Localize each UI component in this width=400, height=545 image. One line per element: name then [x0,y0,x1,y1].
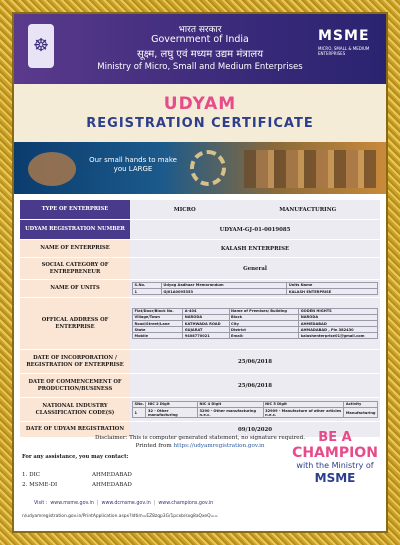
address-value: kalashenterprise01@gmail.com [299,333,378,339]
nic-header: NIC 4 Digit [197,401,263,407]
address-value: AHMEDABAD [299,320,378,326]
label-registration-number: UDYAM REGISTRATION NUMBER [20,220,130,239]
label-type-of-enterprise: TYPE OF ENTERPRISE [20,200,130,219]
row-enterprise-name [20,240,380,258]
gov-hindi: भारत सरकार [178,25,222,35]
ministry-english: Ministry of Micro, Small and Medium Enterprises [97,62,303,72]
units-header-sno: S.No. [133,282,162,288]
list-item [22,470,132,480]
champion-word: CHAMPION [292,445,378,461]
units-table [132,282,378,295]
print-url: n/udyamregistration.gov.in/PrintApplication.aspx?ldtim=EZ8zqp3G/1pcxb/sxg8aQxeQ== [22,514,218,519]
address-key: Road/Street/Lane [133,320,183,326]
value-nic-codes [130,398,380,421]
title-band [14,84,386,142]
footer-link-dcmsme[interactable]: www.dcmsme.gov.in [101,500,151,506]
label-commencement-date: DATE OF COMMENCEMENT OF PRODUCTION/BUSINESS [20,374,130,397]
label-incorporation-date: DATE OF INCORPORATION / REGISTRATION OF ENTERPRISE [20,350,130,373]
header-band [14,14,386,84]
msme-logo [318,28,374,58]
units-header-uam: Udyog Aadhaar Memorandum [161,282,286,288]
disclaimer-text: Disclaimer: This is computer generated statement, no signature required. [95,435,305,441]
row-social-category [20,258,380,280]
certificate-page [12,12,388,533]
enterprise-size: MICRO [173,206,196,213]
footer-separator: | [153,500,156,506]
footer-link-msme[interactable]: www.msme.gov.in [50,500,94,506]
row-incorporation-date [20,350,380,374]
address-value: AHMADABAD , Pin 382430 [299,327,378,333]
label-udyam-registration-date: DATE OF UDYAM REGISTRATION [20,422,130,437]
footer-visit: Visit : [34,500,48,506]
label-social-category: SOCIAL CATEGORY OF ENTREPRENEUR [20,258,130,279]
table-row [133,289,378,295]
address-key: Flat/Door/Block No. [133,308,183,314]
workers-image [244,150,376,188]
contact-name: 2. MSME-DI [22,482,58,488]
enterprise-activity: MANUFACTURING [279,206,337,213]
table-row [133,333,378,339]
nic-cell: 1 [133,408,146,418]
contact-location: AHMEDABAD [92,482,132,488]
printed-from-prefix: Printed from [135,443,172,449]
champion-with: with the Ministry of [296,461,374,470]
gear-icon [190,150,226,186]
label-official-address: OFFICAL ADDRESS OF ENTERPRISE [20,298,130,349]
row-nic-codes [20,398,380,422]
footer-links [14,496,386,510]
address-value: NARODA [299,314,378,320]
row-official-address [20,298,380,350]
units-header-name: Units Name [287,282,378,288]
nic-table [132,401,378,418]
hand-image [28,152,76,186]
address-key: Email: [229,333,299,339]
champion-be: BE A [318,430,352,445]
address-value: GUJARAT [183,327,229,333]
address-table [132,308,378,340]
contact-location: AHMEDABAD [92,472,132,478]
certificate-details-table [20,200,380,438]
address-value: NARODA [183,314,229,320]
footer-separator: | [96,500,99,506]
champion-badge [292,430,378,485]
row-type-of-enterprise [20,200,380,220]
title-registration-certificate: REGISTRATION CERTIFICATE [86,116,314,131]
nic-header: NIC 2 Digit [146,401,198,407]
msme-logo-text: MSME [318,28,370,44]
nic-cell: Manufacturing [344,408,378,418]
address-key: District [229,327,299,333]
row-commencement-date [20,374,380,398]
ministry-hindi: सूक्ष्म, लघु एवं मध्यम उद्यम मंत्रालय [137,49,263,60]
nic-header: Activity [344,401,378,407]
value-official-address [130,298,380,349]
address-key: Village/Town [133,314,183,320]
assistance-heading: For any assistance, you may contact: [22,454,129,460]
gov-english: Government of India [151,34,249,45]
label-units: NAME OF UNITS [20,280,130,297]
nic-cell: 32 - Other manufacturing [146,408,198,418]
units-cell: GJ01A0095353 [161,289,286,295]
title-udyam: UDYAM [163,94,237,114]
nic-cell: 3290 - Other manufacturing n.e.c. [197,408,263,418]
table-row [133,408,378,418]
value-incorporation-date: 25/06/2018 [130,350,380,373]
footer-link-champions[interactable]: www.champions.gov.in [158,500,214,506]
row-registration-number [20,220,380,240]
label-nic-codes: NATIONAL INDUSTRY CLASSIFICATION CODE(S) [20,398,130,421]
value-type-of-enterprise [130,200,380,219]
address-key: Block [229,314,299,320]
value-udyam-registration-date: 09/10/2020 [130,422,380,437]
address-key: Mobile [133,333,183,339]
address-value: GODEN HIGHTS [299,308,378,314]
address-value: KATHWADA ROAD [183,320,229,326]
promo-banner [14,142,386,194]
units-cell: 1 [133,289,162,295]
banner-tagline: Our small hands to make you LARGE [89,156,177,173]
value-commencement-date: 25/06/2018 [130,374,380,397]
msme-logo-subtext: MICRO, SMALL & MEDIUM ENTERPRISES [318,46,370,56]
list-item [22,480,132,490]
national-emblem-icon: ☸ [28,24,54,68]
champion-msme: MSME [314,471,356,485]
address-key: State [133,327,183,333]
address-key: Name of Premises/ Building [229,308,299,314]
nic-header: NIC 5 Digit [263,401,344,407]
value-units [130,280,380,297]
assistance-contacts [22,470,132,490]
address-value: A-404 [183,308,229,314]
nic-cell: 32909 - Manufacture of other articles n.e.c. [263,408,344,418]
value-enterprise-name: KALASH ENTERPRISE [130,240,380,257]
printed-from-link[interactable]: https://udyamregistration.gov.in [173,443,265,449]
contact-name: 1. DIC [22,472,41,478]
address-key: City [229,320,299,326]
label-enterprise-name: NAME OF ENTERPRISE [20,240,130,257]
units-cell: KALASH ENTERPRISE [287,289,378,295]
address-value: 9408770021 [183,333,229,339]
value-registration-number: UDYAM-GJ-01-0019085 [130,220,380,239]
row-units [20,280,380,298]
nic-header: SNo. [134,402,144,407]
value-social-category: General [130,258,380,279]
